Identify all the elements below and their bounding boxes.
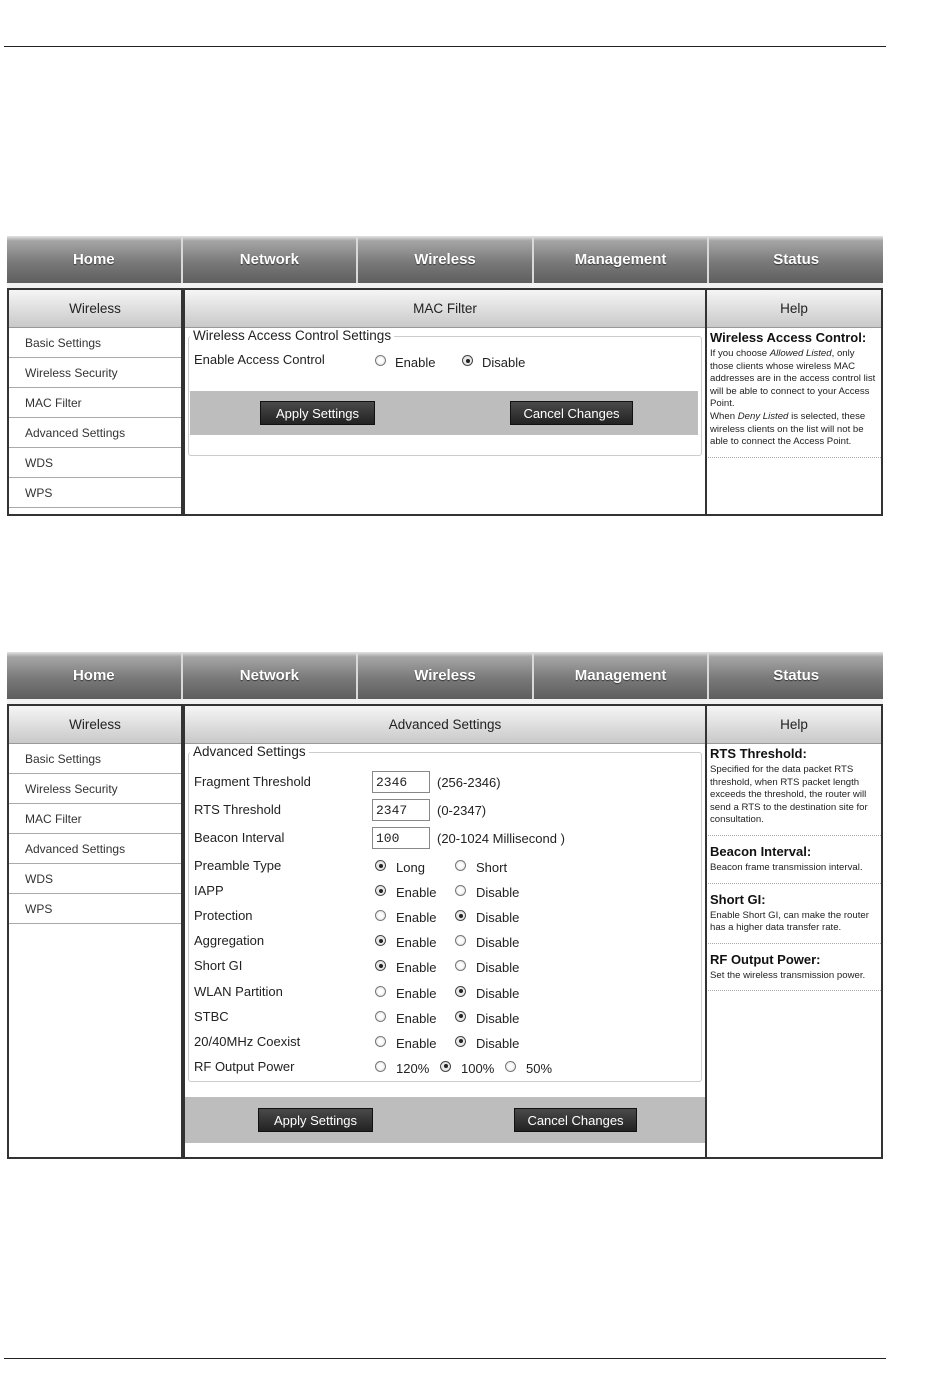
nav-management[interactable]: Management [534, 236, 710, 283]
rf-output-50-label: 50% [526, 1060, 553, 1076]
stbc-enable-radio[interactable] [375, 1011, 386, 1022]
rts-threshold-label: RTS Threshold [194, 802, 281, 817]
nav-home[interactable]: Home [7, 652, 183, 699]
sidebar-item-wds[interactable]: WDS [9, 864, 181, 894]
top-nav [7, 236, 883, 283]
preamble-type-label: Preamble Type [194, 858, 282, 873]
sidebar-item-wireless-security[interactable]: Wireless Security [9, 774, 181, 804]
button-bar [185, 1097, 705, 1143]
sidebar-item-wps[interactable]: WPS [9, 478, 181, 508]
rf-output-120-label: 120% [396, 1060, 430, 1076]
page-title: MAC Filter [185, 290, 705, 328]
aggregation-enable-label: Enable [396, 935, 437, 951]
help-heading: Short GI: [710, 891, 766, 907]
help-panel [705, 704, 883, 1159]
button-bar [190, 391, 698, 435]
fragment-threshold-range-hint: (256-2346) [437, 775, 501, 790]
help-text: Beacon frame transmission interval. [710, 861, 863, 873]
top-nav [7, 652, 883, 699]
protection-label: Protection [194, 908, 253, 924]
aggregation-disable-label: Disable [476, 935, 520, 951]
20-40mhz-coexist-disable-label: Disable [476, 1035, 520, 1051]
mac-filter-screen [7, 236, 883, 516]
stbc-disable-label: Disable [476, 1010, 520, 1026]
20-40mhz-coexist-label: 20/40MHz Coexist [194, 1033, 301, 1049]
stbc-enable-label: Enable [396, 1010, 437, 1026]
beacon-interval-range-hint: (20-1024 Millisecond ) [437, 831, 565, 846]
help-heading: RF Output Power: [710, 951, 821, 967]
rf-output-power-label: RF Output Power [194, 1058, 295, 1074]
beacon-interval-input[interactable] [372, 827, 430, 849]
nav-wireless[interactable]: Wireless [358, 236, 534, 283]
disable-radio[interactable] [462, 355, 473, 366]
help-section-short-gi [708, 892, 881, 944]
short-gi-disable-label: Disable [476, 960, 520, 976]
fieldset-legend: Wireless Access Control Settings [190, 328, 394, 343]
rf-output-100-label: 100% [461, 1060, 495, 1076]
nav-home[interactable]: Home [7, 236, 183, 283]
short-gi-label: Short GI [194, 958, 243, 974]
nav-wireless[interactable]: Wireless [358, 652, 534, 699]
help-heading: Beacon Interval: [710, 843, 812, 859]
sidebar-item-advanced-settings[interactable]: Advanced Settings [9, 834, 181, 864]
cancel-changes-button[interactable]: Cancel Changes [510, 401, 633, 425]
20-40mhz-coexist-enable-label: Enable [396, 1035, 437, 1051]
iapp-disable-label: Disable [476, 885, 520, 901]
help-text: Enable Short GI, can make the router has a higher data transfer rate. [710, 909, 869, 934]
protection-disable-label: Disable [476, 910, 520, 926]
nav-status[interactable]: Status [773, 667, 820, 684]
wlan-partition-enable-radio[interactable] [375, 986, 386, 997]
help-title: Help [707, 706, 881, 744]
preamble-type-short-radio[interactable] [455, 860, 466, 871]
rf-output-100-radio[interactable] [440, 1061, 451, 1072]
bottom-rule [4, 1358, 886, 1359]
nav-network[interactable]: Network [183, 652, 359, 699]
sidebar-item-basic-settings[interactable]: Basic Settings [9, 744, 181, 774]
beacon-interval-label: Beacon Interval [194, 830, 285, 845]
preamble-type-long-label: Long [396, 860, 425, 875]
fragment-threshold-label: Fragment Threshold [194, 774, 311, 789]
help-heading: RTS Threshold: [710, 746, 807, 761]
page-title: Advanced Settings [185, 706, 705, 744]
help-section-beacon-interval [708, 844, 881, 884]
rf-output-120-radio[interactable] [375, 1061, 386, 1072]
enable-radio[interactable] [375, 355, 386, 366]
help-section-rf-output-power [708, 952, 881, 992]
help-section-wireless-access-control [708, 330, 881, 458]
sidebar-item-mac-filter[interactable]: MAC Filter [9, 804, 181, 834]
main-content [183, 288, 707, 516]
help-text: Set the wireless transmission power. [710, 969, 866, 981]
help-text: Specified for the data packet RTS threshold, when RTS packet length exceeds the threshold, the router will send a RTS to the destination site for consultation. [710, 764, 868, 826]
wlan-partition-disable-radio[interactable] [455, 986, 466, 997]
sidebar-item-wds[interactable]: WDS [9, 448, 181, 478]
advanced-settings-screen [7, 652, 883, 1159]
20-40mhz-coexist-disable-radio[interactable] [455, 1036, 466, 1047]
rts-threshold-input[interactable] [372, 799, 430, 821]
nav-status[interactable]: Status [773, 251, 820, 268]
sidebar-title: Wireless [9, 290, 181, 328]
short-gi-enable-label: Enable [396, 960, 437, 976]
wlan-partition-enable-label: Enable [396, 985, 437, 1001]
rts-threshold-range-hint: (0-2347) [437, 803, 487, 818]
preamble-type-short-label: Short [476, 860, 508, 875]
stbc-label: STBC [194, 1008, 229, 1024]
iapp-label: IAPP [194, 883, 224, 899]
enable-access-control-label: Enable Access Control [194, 352, 325, 367]
disable-radio-label: Disable [482, 355, 526, 370]
sidebar-item-mac-filter[interactable]: MAC Filter [9, 388, 181, 418]
top-rule [4, 46, 886, 47]
sidebar-item-wireless-security[interactable]: Wireless Security [9, 358, 181, 388]
20-40mhz-coexist-enable-radio[interactable] [375, 1036, 386, 1047]
sidebar [7, 288, 183, 516]
fragment-threshold-input[interactable] [372, 771, 430, 793]
protection-enable-label: Enable [396, 910, 437, 926]
rf-output-50-radio[interactable] [505, 1061, 516, 1072]
help-section-rts-threshold [708, 746, 881, 836]
apply-settings-button[interactable]: Apply Settings [260, 401, 375, 425]
sidebar-item-basic-settings[interactable]: Basic Settings [9, 328, 181, 358]
nav-management[interactable]: Management [534, 652, 710, 699]
sidebar-item-wps[interactable]: WPS [9, 894, 181, 924]
stbc-disable-radio[interactable] [455, 1011, 466, 1022]
cancel-changes-button[interactable]: Cancel Changes [514, 1108, 637, 1132]
preamble-type-long-radio[interactable] [375, 860, 386, 871]
fieldset-legend: Advanced Settings [190, 744, 309, 759]
enable-radio-label: Enable [395, 355, 436, 370]
sidebar [7, 704, 183, 1159]
nav-network[interactable]: Network [183, 236, 359, 283]
apply-settings-button[interactable]: Apply Settings [258, 1108, 373, 1132]
iapp-enable-label: Enable [396, 885, 437, 901]
main-content [183, 704, 707, 1159]
sidebar-title: Wireless [9, 706, 181, 744]
wlan-partition-label: WLAN Partition [194, 983, 283, 999]
wlan-partition-disable-label: Disable [476, 985, 520, 1001]
help-heading: Wireless Access Control: [710, 330, 867, 345]
aggregation-label: Aggregation [194, 933, 265, 949]
sidebar-item-advanced-settings[interactable]: Advanced Settings [9, 418, 181, 448]
help-panel [705, 288, 883, 516]
help-title: Help [707, 290, 881, 328]
help-text: If you choose Allowed Listed, only those clients whose wireless MAC addresses are in the access control list will be able to connect to your Access Point. When Deny Listed is selected, these wireless clients on the list will not be able to connect the Access Point. [710, 348, 876, 448]
